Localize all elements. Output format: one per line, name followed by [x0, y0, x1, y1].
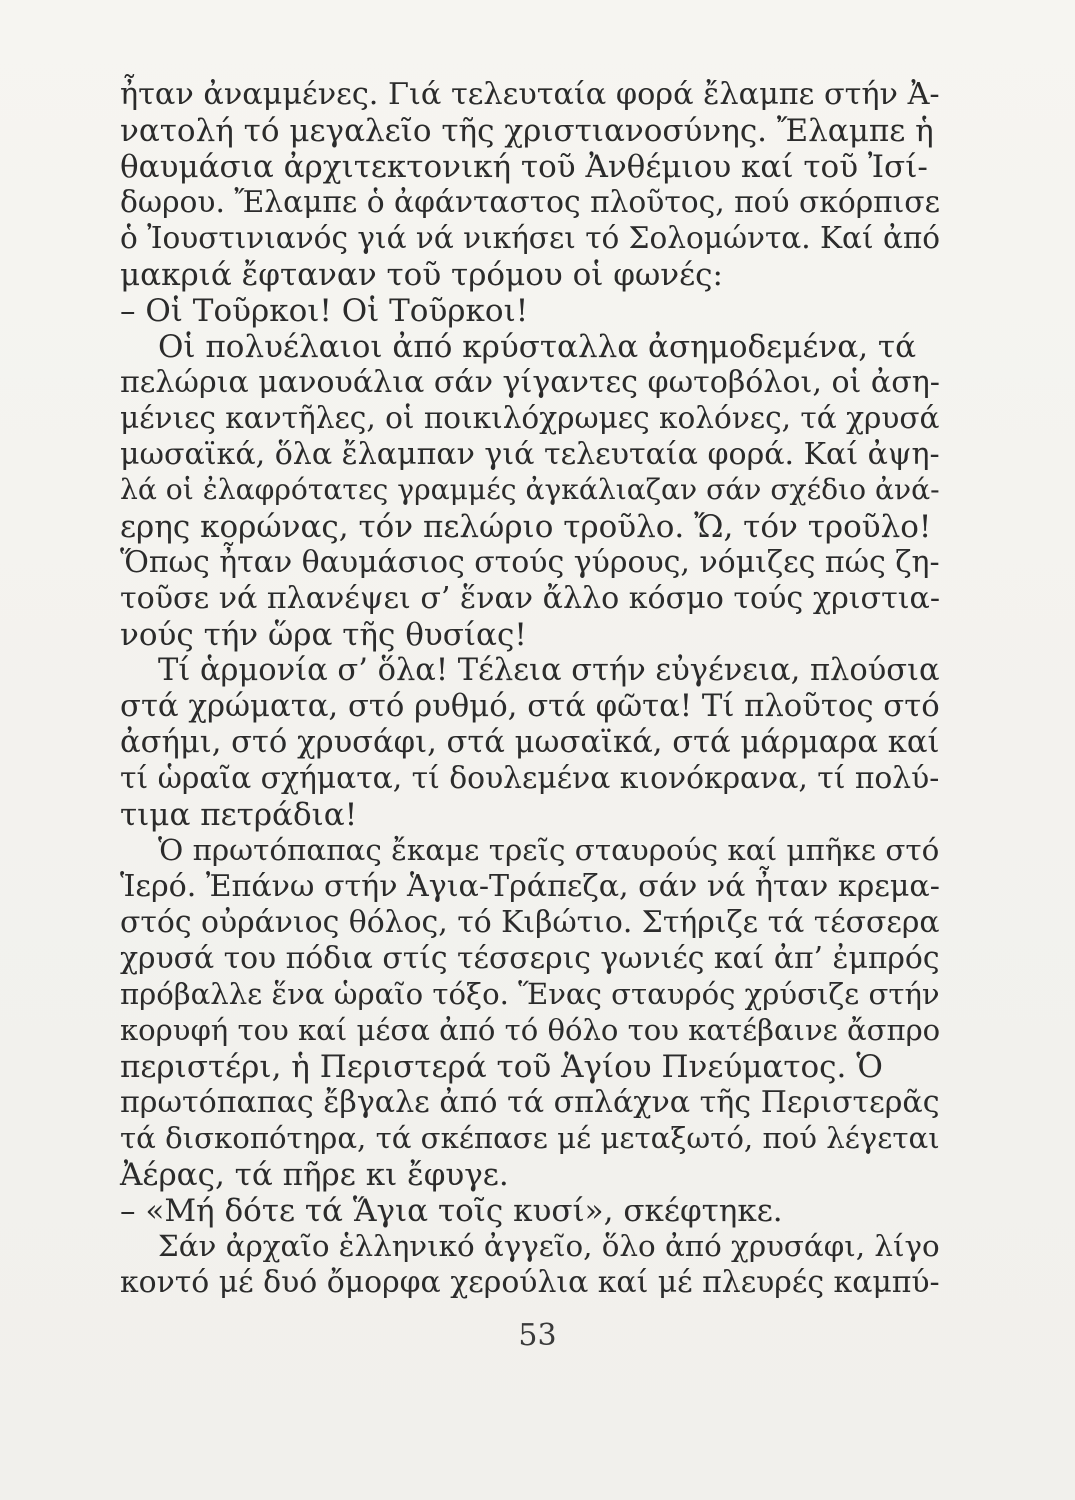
text-line: μακριά ἔφταναν τοῦ τρόμου οἱ φωνές:	[120, 257, 723, 293]
text-line: τί ὡραῖα σχήματα, τί δουλεμένα κιονόκρανα, τί πολύ-	[120, 761, 940, 796]
text-line: Ἱερό. Ἐπάνω στήν Ἁγια-Τράπεζα, σάν νά ἦταν κρεμα-	[120, 869, 940, 904]
text-line: – «Μή δότε τά Ἅγια τοῖς κυσί», σκέφτηκε.	[120, 1193, 783, 1229]
text-line: ἀσήμι, στό χρυσάφι, στά μωσαϊκά, στά μάρμαρα καί	[120, 725, 940, 760]
text-line: ερης κορώνας, τόν πελώριο τροῦλο. Ὤ, τόν τροῦλο!	[120, 509, 932, 545]
text-line: Ὁ πρωτόπαπας ἔκαμε τρεῖς σταυρούς καί μπῆκε στό	[158, 833, 940, 867]
text-line: περιστέρι, ἡ Περιστερά τοῦ Ἁγίου Πνεύματος. Ὁ	[120, 1049, 883, 1085]
text-line: στά χρώματα, στό ρυθμό, στά φῶτα! Τί πλοῦτος στό	[120, 689, 940, 724]
text-line: Οἱ πολυέλαιοι ἀπό κρύσταλλα ἀσημοδεμένα, τά	[158, 329, 917, 365]
text-line: τιμα πετράδια!	[120, 797, 358, 833]
text-line: πελώρια μανουάλια σάν γίγαντες φωτοβόλοι, οἱ ἀση-	[120, 365, 940, 400]
text-line: δωρου. Ἔλαμπε ὁ ἀφάνταστος πλοῦτος, πού σκόρπισε	[120, 185, 940, 220]
text-line: Τί ἁρμονία σ’ ὅλα! Τέλεια στήν εὐγένεια, πλούσια	[158, 653, 940, 688]
text-line: πρόβαλλε ἕνα ὡραῖο τόξο. Ἕνας σταυρός χρύσιζε στήν	[120, 977, 940, 1011]
text-line: Ὅπως ἦταν θαυμάσιος στούς γύρους, νόμιζες πώς ζη-	[120, 545, 940, 580]
text-line: λά οἱ ἐλαφρότατες γραμμές ἀγκάλιαζαν σάν σχέδιο ἀνά-	[120, 473, 940, 506]
text-line: μωσαϊκά, ὅλα ἔλαμπαν γιά τελευταία φορά. Καί ἀψη-	[120, 437, 940, 472]
text-line: χρυσά του πόδια στίς τέσσερις γωνιές καί ἀπ’ ἐμπρός	[120, 941, 940, 976]
text-line: θαυμάσια ἀρχιτεκτονική τοῦ Ἀνθέμιου καί τοῦ Ἰσί-	[120, 149, 928, 185]
text-line: κοντό μέ δυό ὄμορφα χερούλια καί μέ πλευρές καμπύ-	[120, 1265, 940, 1300]
text-line: – Οἱ Τοῦρκοι! Οἱ Τοῦρκοι!	[120, 293, 529, 329]
text-line: ὁ Ἰουστινιανός γιά νά νικήσει τό Σολομώντα. Καί ἀπό	[120, 221, 941, 255]
text-line: Σάν ἀρχαῖο ἑλληνικό ἀγγεῖο, ὅλο ἀπό χρυσάφι, λίγο	[158, 1229, 940, 1263]
page-number: 53	[518, 1318, 557, 1353]
text-line: κορυφή του καί μέσα ἀπό τό θόλο του κατέβαινε ἄσπρο	[120, 1013, 941, 1047]
text-line: νούς τήν ὥρα τῆς θυσίας!	[120, 617, 527, 653]
text-line: τά δισκοπότηρα, τά σκέπασε μέ μεταξωτό, πού λέγεται	[120, 1121, 940, 1155]
text-line: νατολή τό μεγαλεῖο τῆς χριστιανοσύνης. Ἔλαμπε ἡ	[120, 113, 934, 149]
text-line: Ἀέρας, τά πῆρε κι ἔφυγε.	[120, 1157, 509, 1193]
text-line: πρωτόπαπας ἔβγαλε ἀπό τά σπλάχνα τῆς Περιστερᾶς	[120, 1085, 940, 1120]
text-line: στός οὐράνιος θόλος, τό Κιβώτιο. Στήριζε τά τέσσερα	[120, 905, 940, 940]
text-line: τοῦσε νά πλανέψει σ’ ἕναν ἄλλο κόσμο τούς χριστια-	[120, 581, 940, 616]
text-line: μένιες καντῆλες, οἱ ποικιλόχρωμες κολόνες, τά χρυσά	[120, 401, 940, 435]
text-line: ἦταν ἀναμμένες. Γιά τελευταία φορά ἔλαμπε στήν Ἀ-	[120, 77, 940, 112]
